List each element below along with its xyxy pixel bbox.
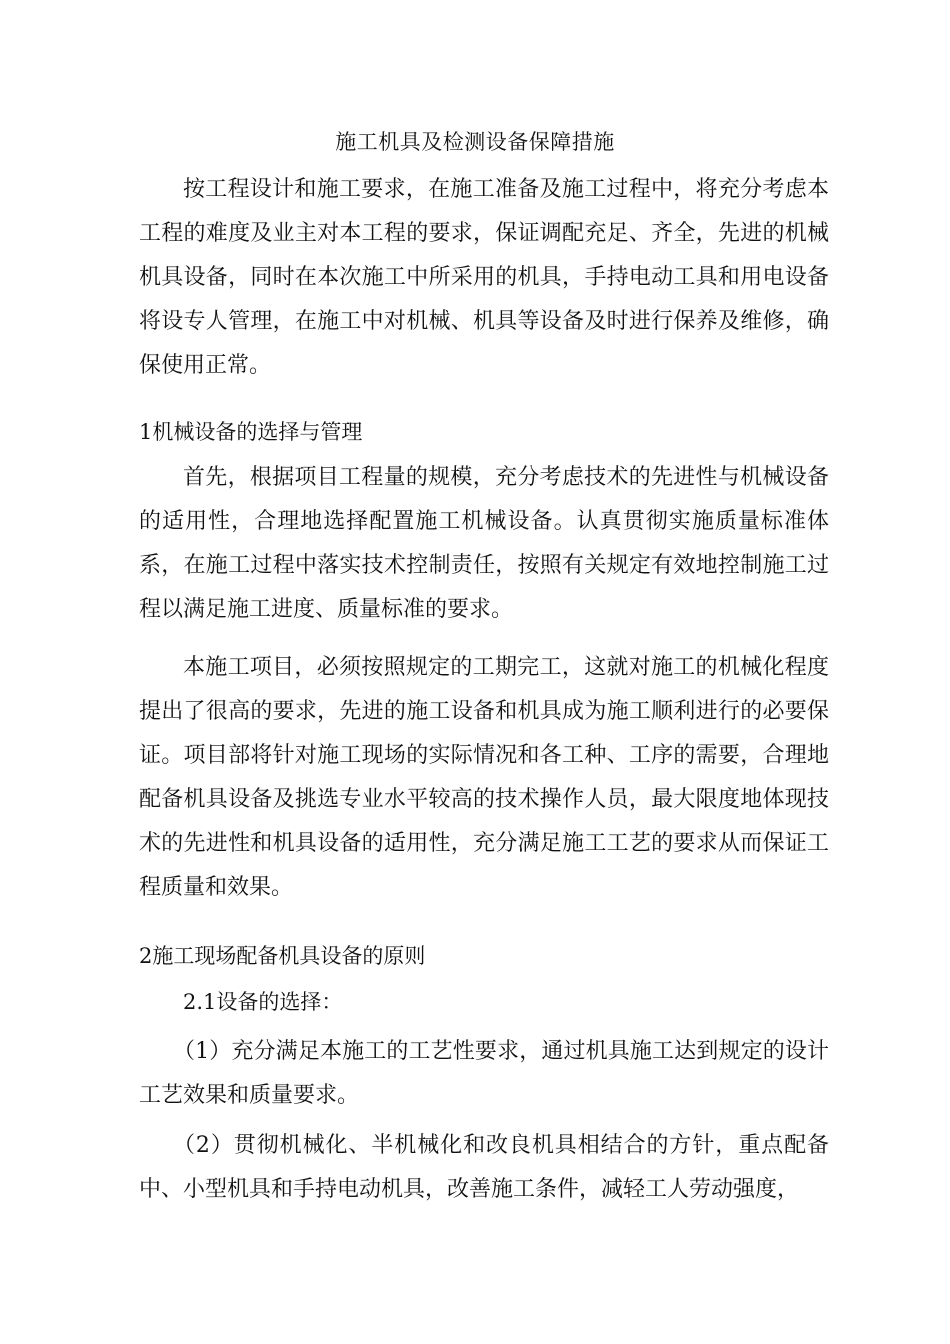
list-item-2: （2）贯彻机械化、半机械化和改良机具相结合的方针，重点配备中、小型机具和手持电动机具，改善施工条件，减轻工人劳动强度， [139,1133,829,1202]
list-item-1: （1）充分满足本施工的工艺性要求，通过机具施工达到规定的设计工艺效果和质量要求。 [139,1039,829,1108]
section-1-paragraph-1: 首先，根据项目工程量的规模，充分考虑技术的先进性与机械设备的适用性，合理地选择配置施工机械设备。认真贯彻实施质量标准体系，在施工过程中落实技术控制责任，按照有关规定有效地控制施工过程以满足施工进度、质量标准的要求。 [139,465,829,622]
document-title: 施工机具及检测设备保障措施 [335,130,615,154]
intro-paragraph: 按工程设计和施工要求，在施工准备及施工过程中，将充分考虑本工程的难度及业主对本工程的要求，保证调配充足、齐全，先进的机械机具设备，同时在本次施工中所采用的机具，手持电动工具和用电设备将设专人管理，在施工中对机械、机具等设备及时进行保养及维修，确保使用正常。 [139,177,829,378]
section-1-heading: 1机械设备的选择与管理 [139,420,363,444]
section-2-heading: 2施工现场配备机具设备的原则 [139,944,426,968]
section-2-1-heading: 2.1设备的选择： [183,990,343,1014]
section-1-paragraph-2: 本施工项目，必须按照规定的工期完工，这就对施工的机械化程度提出了很高的要求，先进的施工设备和机具成为施工顺利进行的必要保证。项目部将针对施工现场的实际情况和各工种、工序的需要，合理地配备机具设备及挑选专业水平较高的技术操作人员，最大限度地体现技术的先进性和机具设备的适用性，充分满足施工工艺的要求从而保证工程质量和效果。 [139,655,829,900]
